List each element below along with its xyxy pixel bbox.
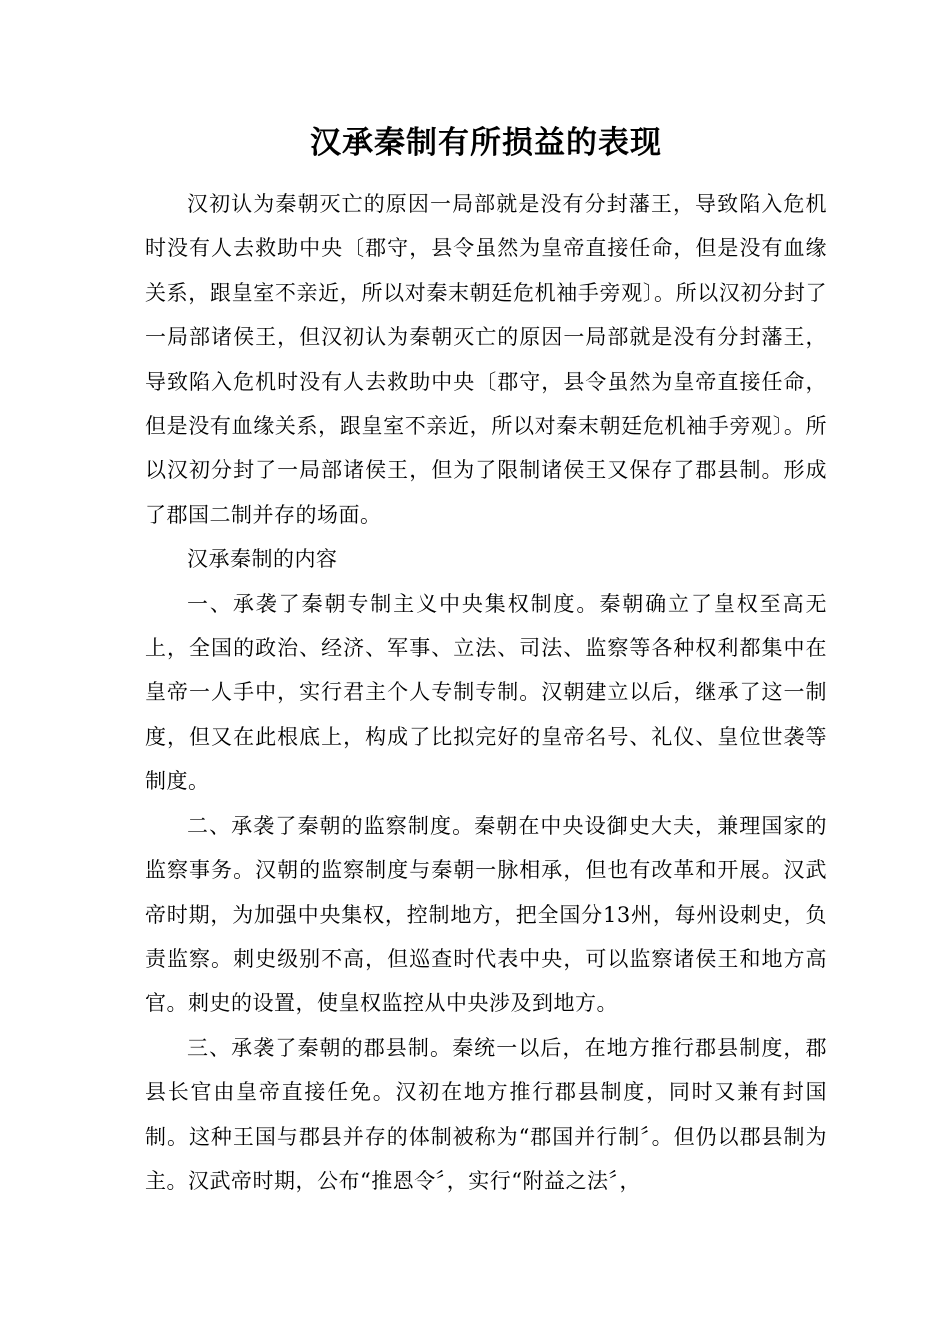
paragraph-section-heading: 汉承秦制的内容 [187, 547, 338, 572]
paragraph-point-one: 一、承袭了秦朝专制主义中央集权制度。秦朝确立了皇权至高无上，全国的政治、经济、军事、立法、司法、监察等各种权利都集中在皇帝一人手中，实行君主个人专制专制。汉朝建立以后，继承了这一制度，但又在此根底上，构成了比拟完好的皇帝名号、礼仪、皇位世袭等制度。 [145, 591, 827, 794]
paragraph-point-two: 二、承袭了秦朝的监察制度。秦朝在中央设御史大夫，兼理国家的监察事务。汉朝的监察制度与秦朝一脉相承，但也有改革和开展。汉武帝时期，为加强中央集权，控制地方，把全国分13州，每州设刺史，负责监察。刺史级别不高，但巡查时代表中央，可以监察诸侯王和地方高官。刺史的设置，使皇权监控从中央涉及到地方。 [145, 813, 827, 1016]
document-body [145, 118, 827, 1203]
document-title: 汉承秦制有所损益的表现 [310, 125, 662, 161]
paragraph-point-three: 三、承袭了秦朝的郡县制。秦统一以后，在地方推行郡县制度，郡县长官由皇帝直接任免。汉初在地方推行郡县制度，同时又兼有封国制。这种王国与郡县并存的体制被称为“郡国并行制〞。但仍以郡县制为主。汉武帝时期，公布“推恩令〞，实行“附益之法〞， [145, 1035, 827, 1193]
paragraph-intro: 汉初认为秦朝灭亡的原因一局部就是没有分封藩王，导致陷入危机时没有人去救助中央〔郡守，县令虽然为皇帝直接任命，但是没有血缘关系，跟皇室不亲近，所以对秦末朝廷危机袖手旁观〕。所以汉初分封了一局部诸侯王，但汉初认为秦朝灭亡的原因一局部就是没有分封藩王，导致陷入危机时没有人去救助中央〔郡守，县令虽然为皇帝直接任命，但是没有血缘关系，跟皇室不亲近，所以对秦末朝廷危机袖手旁观〕。所以汉初分封了一局部诸侯王，但为了限制诸侯王又保存了郡县制。形成了郡国二制并存的场面。 [145, 192, 827, 527]
